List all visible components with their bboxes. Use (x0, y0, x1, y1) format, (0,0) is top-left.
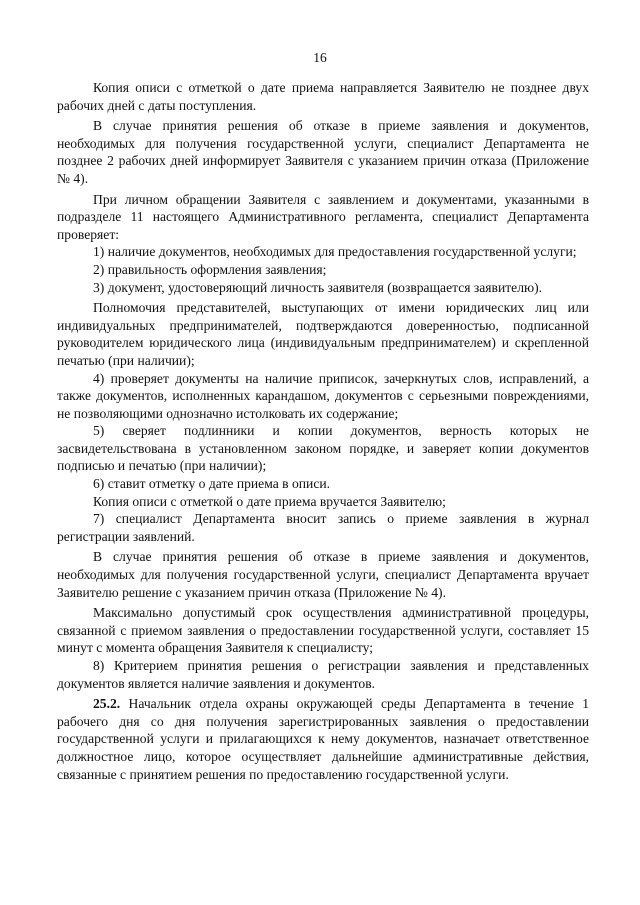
list-item: 4) проверяет документы на наличие приписок, зачеркнутых слов, исправлений, а также документов, исполненных карандашом, документов с серьезными повреждениями, не позволяющими однозначно истолковать их содержание; (57, 370, 589, 421)
paragraph: При личном обращении Заявителя с заявлением и документами, указанными в подразделе 11 настоящего Административного регламента, специалист Департамента проверяет: (57, 191, 589, 242)
section-text: Начальник отдела охраны окружающей среды Департамента в течение 1 рабочего дня со дня получения зарегистрированных заявления о предоставлении государственной услуги и прилагающихся к нему документов, назначает ответственное должностное лицо, которое осуществляет дальнейшие административные действия, связанные с принятием решения по предоставлению государственной услуги. (57, 696, 589, 782)
paragraph: В случае принятия решения об отказе в приеме заявления и документов, необходимых для получения государственной услуги, специалист Департамента не позднее 2 рабочих дней информирует Заявителя с указанием причин отказа (Приложение № 4). (57, 118, 589, 186)
paragraph: Копия описи с отметкой о дате приема вручается Заявителю; (93, 493, 446, 509)
list-item: 6) ставит отметку о дате приема в описи. (93, 476, 331, 492)
paragraph: В случае принятия решения об отказе в приеме заявления и документов, необходимых для получения государственной услуги, специалист Департамента вручает Заявителю решение с указанием причин отказа (Приложение № 4). (57, 549, 589, 600)
section-number: 25.2. (93, 696, 121, 712)
paragraph: Копия описи с отметкой о дате приема направляется Заявителю не позднее двух рабочих дней с даты поступления. (57, 80, 589, 113)
page-number: 16 (313, 50, 327, 65)
list-item: 3) документ, удостоверяющий личность заявителя (возвращается заявителю). (93, 279, 543, 295)
paragraph: Полномочия представителей, выступающих от имени юридических лиц или индивидуальных предпринимателей, подтверждаются доверенностью, подписанной руководителем юридического лица (индивидуальным предпринимателем) и скрепленной печатью (при наличии); (57, 300, 589, 368)
document-body (57, 79, 589, 783)
list-item: 7) специалист Департамента вносит запись о приеме заявления в журнал регистрации заявлений. (57, 511, 589, 544)
section-paragraph (57, 695, 589, 783)
list-item: 1) наличие документов, необходимых для предоставления государственной услуги; (93, 244, 577, 260)
list-item: 5) сверяет подлинники и копии документов, верность которых не засвидетельствована в установленном законом порядке, и заверяет копии документов подписью и печатью (при наличии); (57, 423, 589, 474)
list-item: 8) Критерием принятия решения о регистрации заявления и представленных документов является наличие заявления и документов. (57, 658, 589, 691)
paragraph: Максимально допустимый срок осуществления административной процедуры, связанной с приемом заявления о предоставлении государственной услуги, составляет 15 минут с момента обращения Заявителя к специалисту; (57, 605, 589, 656)
list-item: 2) правильность оформления заявления; (93, 261, 327, 277)
